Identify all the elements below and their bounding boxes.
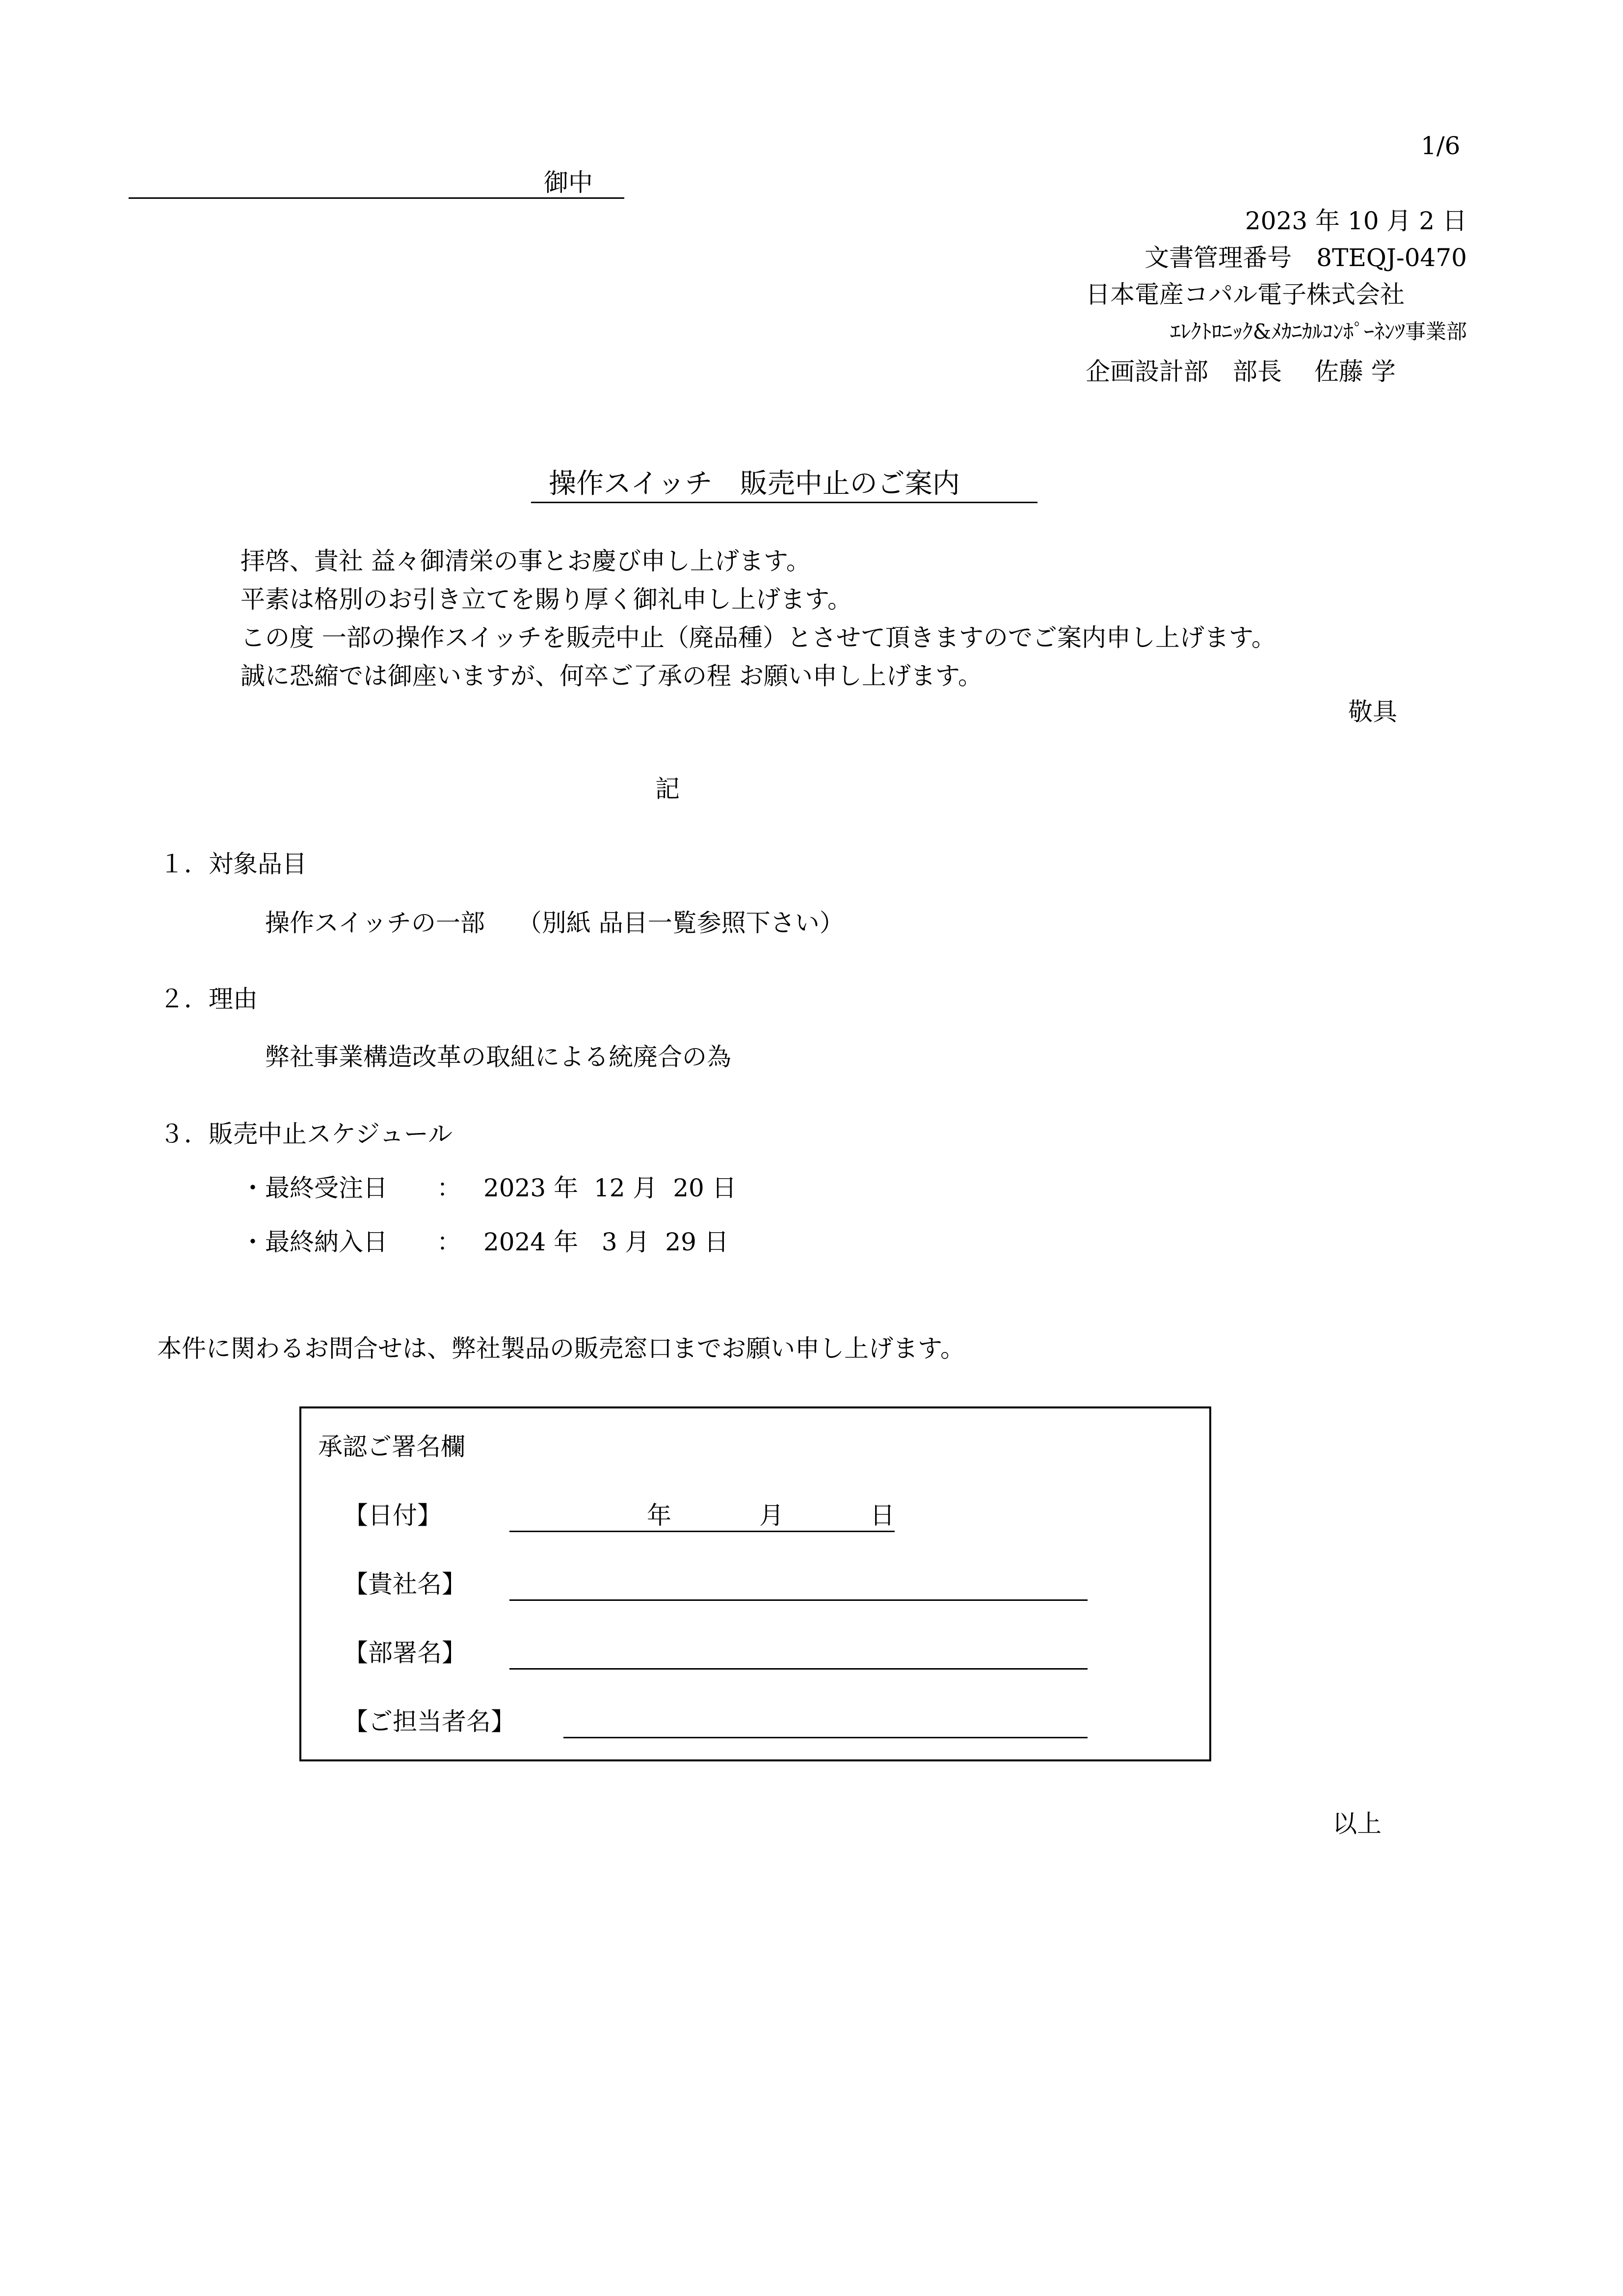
company-label: 【貴社名】 [344,1570,466,1598]
closing-keigu: 敬具 [1348,698,1397,726]
company-field[interactable] [509,1599,1088,1601]
company-name: 日本電産コパル電子株式会社 [1086,280,1405,309]
dept-label: 【部署名】 [344,1639,466,1667]
greeting-line-4: 誠に恐縮では御座いますが、何卒ご了承の程 お願い申し上げます。 [240,662,983,690]
issue-date: 2023 年 10 月 2 日 [1245,207,1467,235]
date-month-unit: 月 [759,1501,784,1530]
ki-mark: 記 [655,775,680,803]
person-label: 【ご担当者名】 [344,1707,515,1736]
approval-title: 承認ご署名欄 [318,1432,465,1461]
dept-field[interactable] [509,1668,1088,1670]
section-1-heading: １．対象品目 [160,850,307,878]
person-field[interactable] [563,1737,1088,1738]
inquiry-text: 本件に関わるお問合せは、弊社製品の販売窓口までお願い申し上げます。 [157,1334,965,1363]
end-mark: 以上 [1332,1810,1382,1838]
section-3-heading: ３．販売中止スケジュール [160,1120,452,1148]
addressee-underline [129,197,624,199]
schedule-value-delivery: 2024 年 3 月 29 日 [483,1228,729,1256]
schedule-sep-delivery: ： [437,1228,461,1256]
schedule-sep-order: ： [437,1174,461,1202]
section-2-body: 弊社事業構造改革の取組による統廃合の為 [265,1043,731,1071]
schedule-label-delivery: ・最終納入日 [240,1228,388,1256]
date-year-unit: 年 [647,1501,671,1530]
date-day-unit: 日 [870,1501,895,1530]
section-2-heading: ２．理由 [160,985,258,1013]
greeting-line-3: この度 一部の操作スイッチを販売中止（廃品種）とさせて頂きますのでご案内申し上げます。 [240,623,1276,652]
schedule-label-order: ・最終受注日 [240,1174,388,1202]
schedule-value-order: 2023 年 12 月 20 日 [483,1174,737,1202]
date-field[interactable] [509,1531,895,1532]
division-name: ｴﾚｸﾄﾛﾆｯｸ&ﾒｶﾆｶﾙｺﾝﾎﾟｰﾈﾝﾂ事業部 [1170,320,1467,344]
page-number: 1/6 [1421,132,1461,160]
addressee-suffix: 御中 [544,168,593,197]
signer: 企画設計部 部長 佐藤 学 [1086,357,1396,386]
document-title: 操作スイッチ 販売中止のご案内 [549,468,960,500]
document-number: 文書管理番号 8TEQJ-0470 [1144,243,1467,272]
greeting-line-2: 平素は格別のお引き立てを賜り厚く御礼申し上げます。 [240,585,852,614]
greeting-line-1: 拝啓、貴社 益々御清栄の事とお慶び申し上げます。 [240,547,811,575]
section-1-body: 操作スイッチの一部 （別紙 品目一覧参照下さい） [265,909,844,937]
title-underline [531,502,1038,503]
date-label: 【日付】 [344,1501,442,1530]
